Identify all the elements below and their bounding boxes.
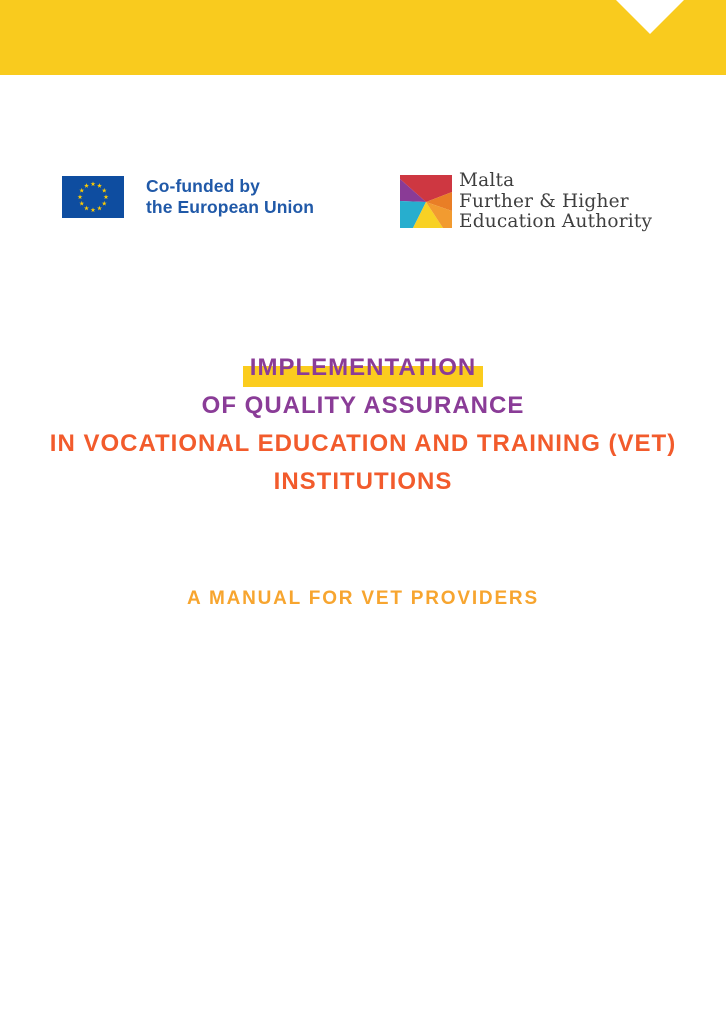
eu-flag-icon bbox=[62, 176, 124, 218]
eu-cofunded-text bbox=[146, 176, 314, 218]
notch-triangle-icon bbox=[616, 0, 684, 34]
mfhea-line3: Education Authority bbox=[459, 211, 653, 232]
mfhea-wordmark bbox=[459, 171, 652, 233]
title-line-3: IN VOCATIONAL EDUCATION AND TRAINING (VET) bbox=[49, 430, 677, 457]
mfhea-mark-icon bbox=[400, 175, 452, 228]
document-subtitle: A MANUAL FOR VET PROVIDERS bbox=[187, 588, 539, 609]
eu-cofunded-line1: Co-funded by bbox=[146, 176, 260, 196]
eu-cofunded-line2: the European Union bbox=[146, 197, 315, 217]
mfhea-logo bbox=[400, 170, 653, 233]
mfhea-line1: Malta bbox=[459, 170, 515, 191]
title-line-4: INSTITUTIONS bbox=[273, 468, 453, 495]
title-highlight: IMPLEMENTATION bbox=[243, 349, 483, 387]
eu-cofunded-logo bbox=[62, 176, 314, 218]
title-line-1 bbox=[0, 349, 726, 387]
document-title bbox=[0, 349, 726, 501]
title-line-2: OF QUALITY ASSURANCE bbox=[201, 392, 525, 419]
mfhea-line2: Further & Higher bbox=[459, 190, 629, 212]
